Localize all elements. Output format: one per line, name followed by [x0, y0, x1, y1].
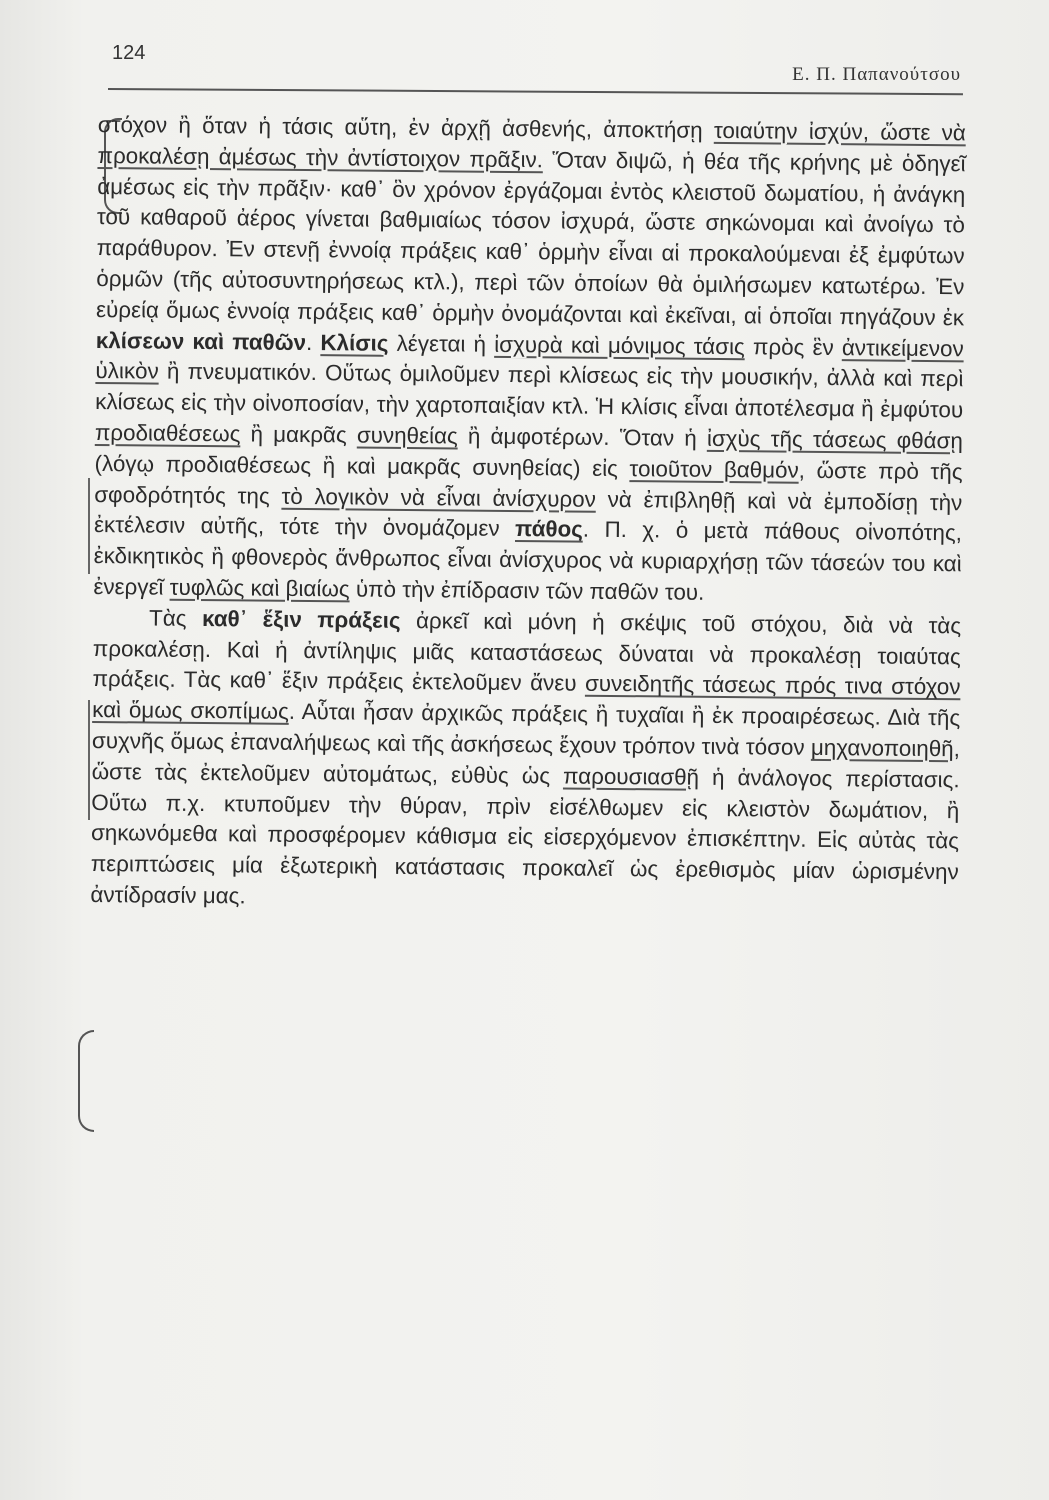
header-rule	[108, 88, 963, 95]
text-run: .	[305, 329, 321, 355]
text-run: ἡ ἀνάλογος περίστασις. Οὕτω π.χ. κτυποῦμεν τὴν θύραν, πρὶν εἰσέλθωμεν εἰς κλειστὸν δωμάτιον, ἢ σηκωνόμεθα καὶ προσφέρομεν κάθισμα εἰς εἰσερχόμενον ἐπισκέπτην. Εἰς αὐτὰς τὰς περιπτώσεις μία ἐξωτερικὴ κατάστασις προκαλεῖ ὡς ἐρεθισμὸς μίαν ὡρισμένην ἀντίδρασίν μας.	[90, 764, 960, 909]
paragraph-2	[90, 603, 961, 919]
term-habit-actions: καθ᾽ ἕξιν πράξεις	[201, 605, 401, 633]
text-run: νὰ ἐπιβληθῇ καὶ νὰ ἐμποδίσῃ τὴν ἐκτέλεσιν αὐτῆς, τότε τὴν ὀνομάζομεν	[93, 486, 963, 542]
margin-line-kliseis	[88, 478, 90, 574]
underlined-phrase: ἰσχυρὰ καὶ μόνιμος τάσις	[494, 331, 745, 359]
underlined-phrase: τυφλῶς καὶ βιαίως	[169, 574, 350, 602]
text-run: (λόγῳ προδιαθέσεως ἢ καὶ μακρᾶς συνηθείας) εἰς	[94, 450, 630, 481]
underlined-phrase: ἰσχὺς τῆς τάσεως φθάσῃ	[706, 425, 963, 454]
text-run: , ὥστε πρὸ τῆς σφοδρότητός της	[94, 457, 963, 509]
body-text	[90, 110, 966, 919]
text-run: πρὸς ἓν	[744, 333, 843, 360]
text-run: ἢ πνευματικόν. Οὕτως ὁμιλοῦμεν περὶ κλίσεως εἰς τὴν μουσικήν, ἀλλὰ καὶ περὶ κλίσεως εἰς τὴν οἰνοποσίαν, τὴν χαρτοπαιξίαν κτλ. Ἡ κλίσις εἶναι ἀποτέλεσμα ἢ ἐμφύτου	[95, 358, 964, 423]
text-run: . Π. χ. ὁ μετὰ πάθους οἰνοπότης, ἐκδικητικὸς ἢ φθονερὸς ἄνθρωπος εἶναι ἀνίσχυρος νὰ κυριαρχήσῃ τῶν τάσεών του καὶ ἐνεργεῖ	[93, 517, 963, 600]
text-run: ἀρκεῖ καὶ μόνη ἡ σκέψις τοῦ στόχου, διὰ νὰ τὰς προκαλέσῃ. Καὶ ἡ ἀντίληψις μιᾶς καταστάσεως δύναται νὰ προκαλέσῃ τοιαύτας πράξεις. Τὰς καθ᾽ ἕξιν πράξεις ἐκτελοῦμεν ἄνευ	[92, 607, 962, 697]
paragraph-1	[93, 110, 966, 611]
text-run: Ὅταν διψῶ, ἡ θέα τῆς κρήνης μὲ ὁδηγεῖ ἀμέσως εἰς τὴν πρᾶξιν· καθ᾽ ὃν χρόνον ἐργάζομαι ἐντὸς κλειστοῦ δωματίου, ἡ ἀνάγκη τοῦ καθαροῦ ἀέρος γίνεται βαθμιαίως τόσον ἰσχυρά, ὥστε σηκώνομαι καὶ ἀνοίγω τὸ παράθυρον. Ἐν στενῇ ἐννοίᾳ πράξεις καθ᾽ ὁρμὴν εἶναι αἱ προκαλούμεναι ἐξ ἐμφύτων ὁρμῶν (τῆς αὐτοσυντηρήσεως κτλ.), περὶ τῶν ὁποίων θὰ ὁμιλήσωμεν κατωτέρω. Ἐν εὐρείᾳ ὅμως ἐννοίᾳ πράξεις καθ᾽ ὁρμὴν ὀνομάζονται καὶ ἐκεῖναι, αἱ ὁποῖαι πηγάζουν ἐκ	[95, 147, 966, 331]
text-run: λέγεται ἡ	[388, 330, 495, 357]
term-klisis: Κλίσις	[320, 329, 389, 356]
underlined-phrase: παρουσιασθῇ	[562, 763, 700, 790]
text-run: , ὥστε τὰς ἐκτελοῦμεν αὐτομάτως, εὐθὺς ὡς	[91, 736, 961, 789]
term-pathos: πάθος	[515, 516, 583, 543]
margin-line-pathos	[88, 700, 90, 820]
underlined-phrase: τοιαύτην ἰσχύν, ὥστε νὰ προκαλέσῃ ἀμέσως τὴν ἀντίστοιχον πρᾶξιν.	[97, 117, 966, 173]
text-run: . Αὗται ἦσαν ἀρχικῶς πράξεις ἢ τυχαῖαι ἢ ἐκ προαιρέσεως. Διὰ τῆς συχνῆς ὅμως ἐπαναλήψεως καὶ τῆς ἀσκήσεως ἔχουν τρόπον τινὰ τόσον	[91, 699, 961, 760]
page-number: 124	[112, 42, 146, 64]
underlined-phrase: προδιαθέσεως	[94, 419, 241, 447]
underlined-phrase: συνειδητῆς τάσεως πρός τινα στόχον καὶ ὅμως σκοπίμως	[92, 671, 961, 724]
running-header: Ε. Π. Παπανούτσου	[792, 64, 961, 85]
underlined-phrase: τοιοῦτον βαθμόν	[629, 455, 799, 483]
underlined-phrase: μηχανοποιηθῆ	[810, 734, 954, 762]
bold-phrase: κλίσεων καὶ παθῶν	[95, 327, 307, 355]
underlined-phrase: τὸ λογικὸν νὰ εἶναι ἀνίσχυρον	[281, 483, 596, 512]
text-run: Τὰς	[149, 605, 203, 631]
text-run: ἢ ἀμφοτέρων. Ὅταν ἡ	[457, 423, 708, 451]
margin-bracket-habit	[78, 1030, 94, 1132]
text-run: ἢ μακρᾶς	[240, 421, 358, 448]
text-run: στόχον ἢ ὅταν ἡ τάσις αὕτη, ἐν ἀρχῇ ἀσθενής, ἀποκτήσῃ	[97, 111, 715, 143]
underlined-phrase: συνηθείας	[356, 422, 458, 449]
underlined-phrase: ἀντικείμενον ὑλικὸν	[95, 334, 964, 384]
text-run: ὑπὸ τὴν ἐπίδρασιν τῶν παθῶν του.	[349, 576, 705, 605]
